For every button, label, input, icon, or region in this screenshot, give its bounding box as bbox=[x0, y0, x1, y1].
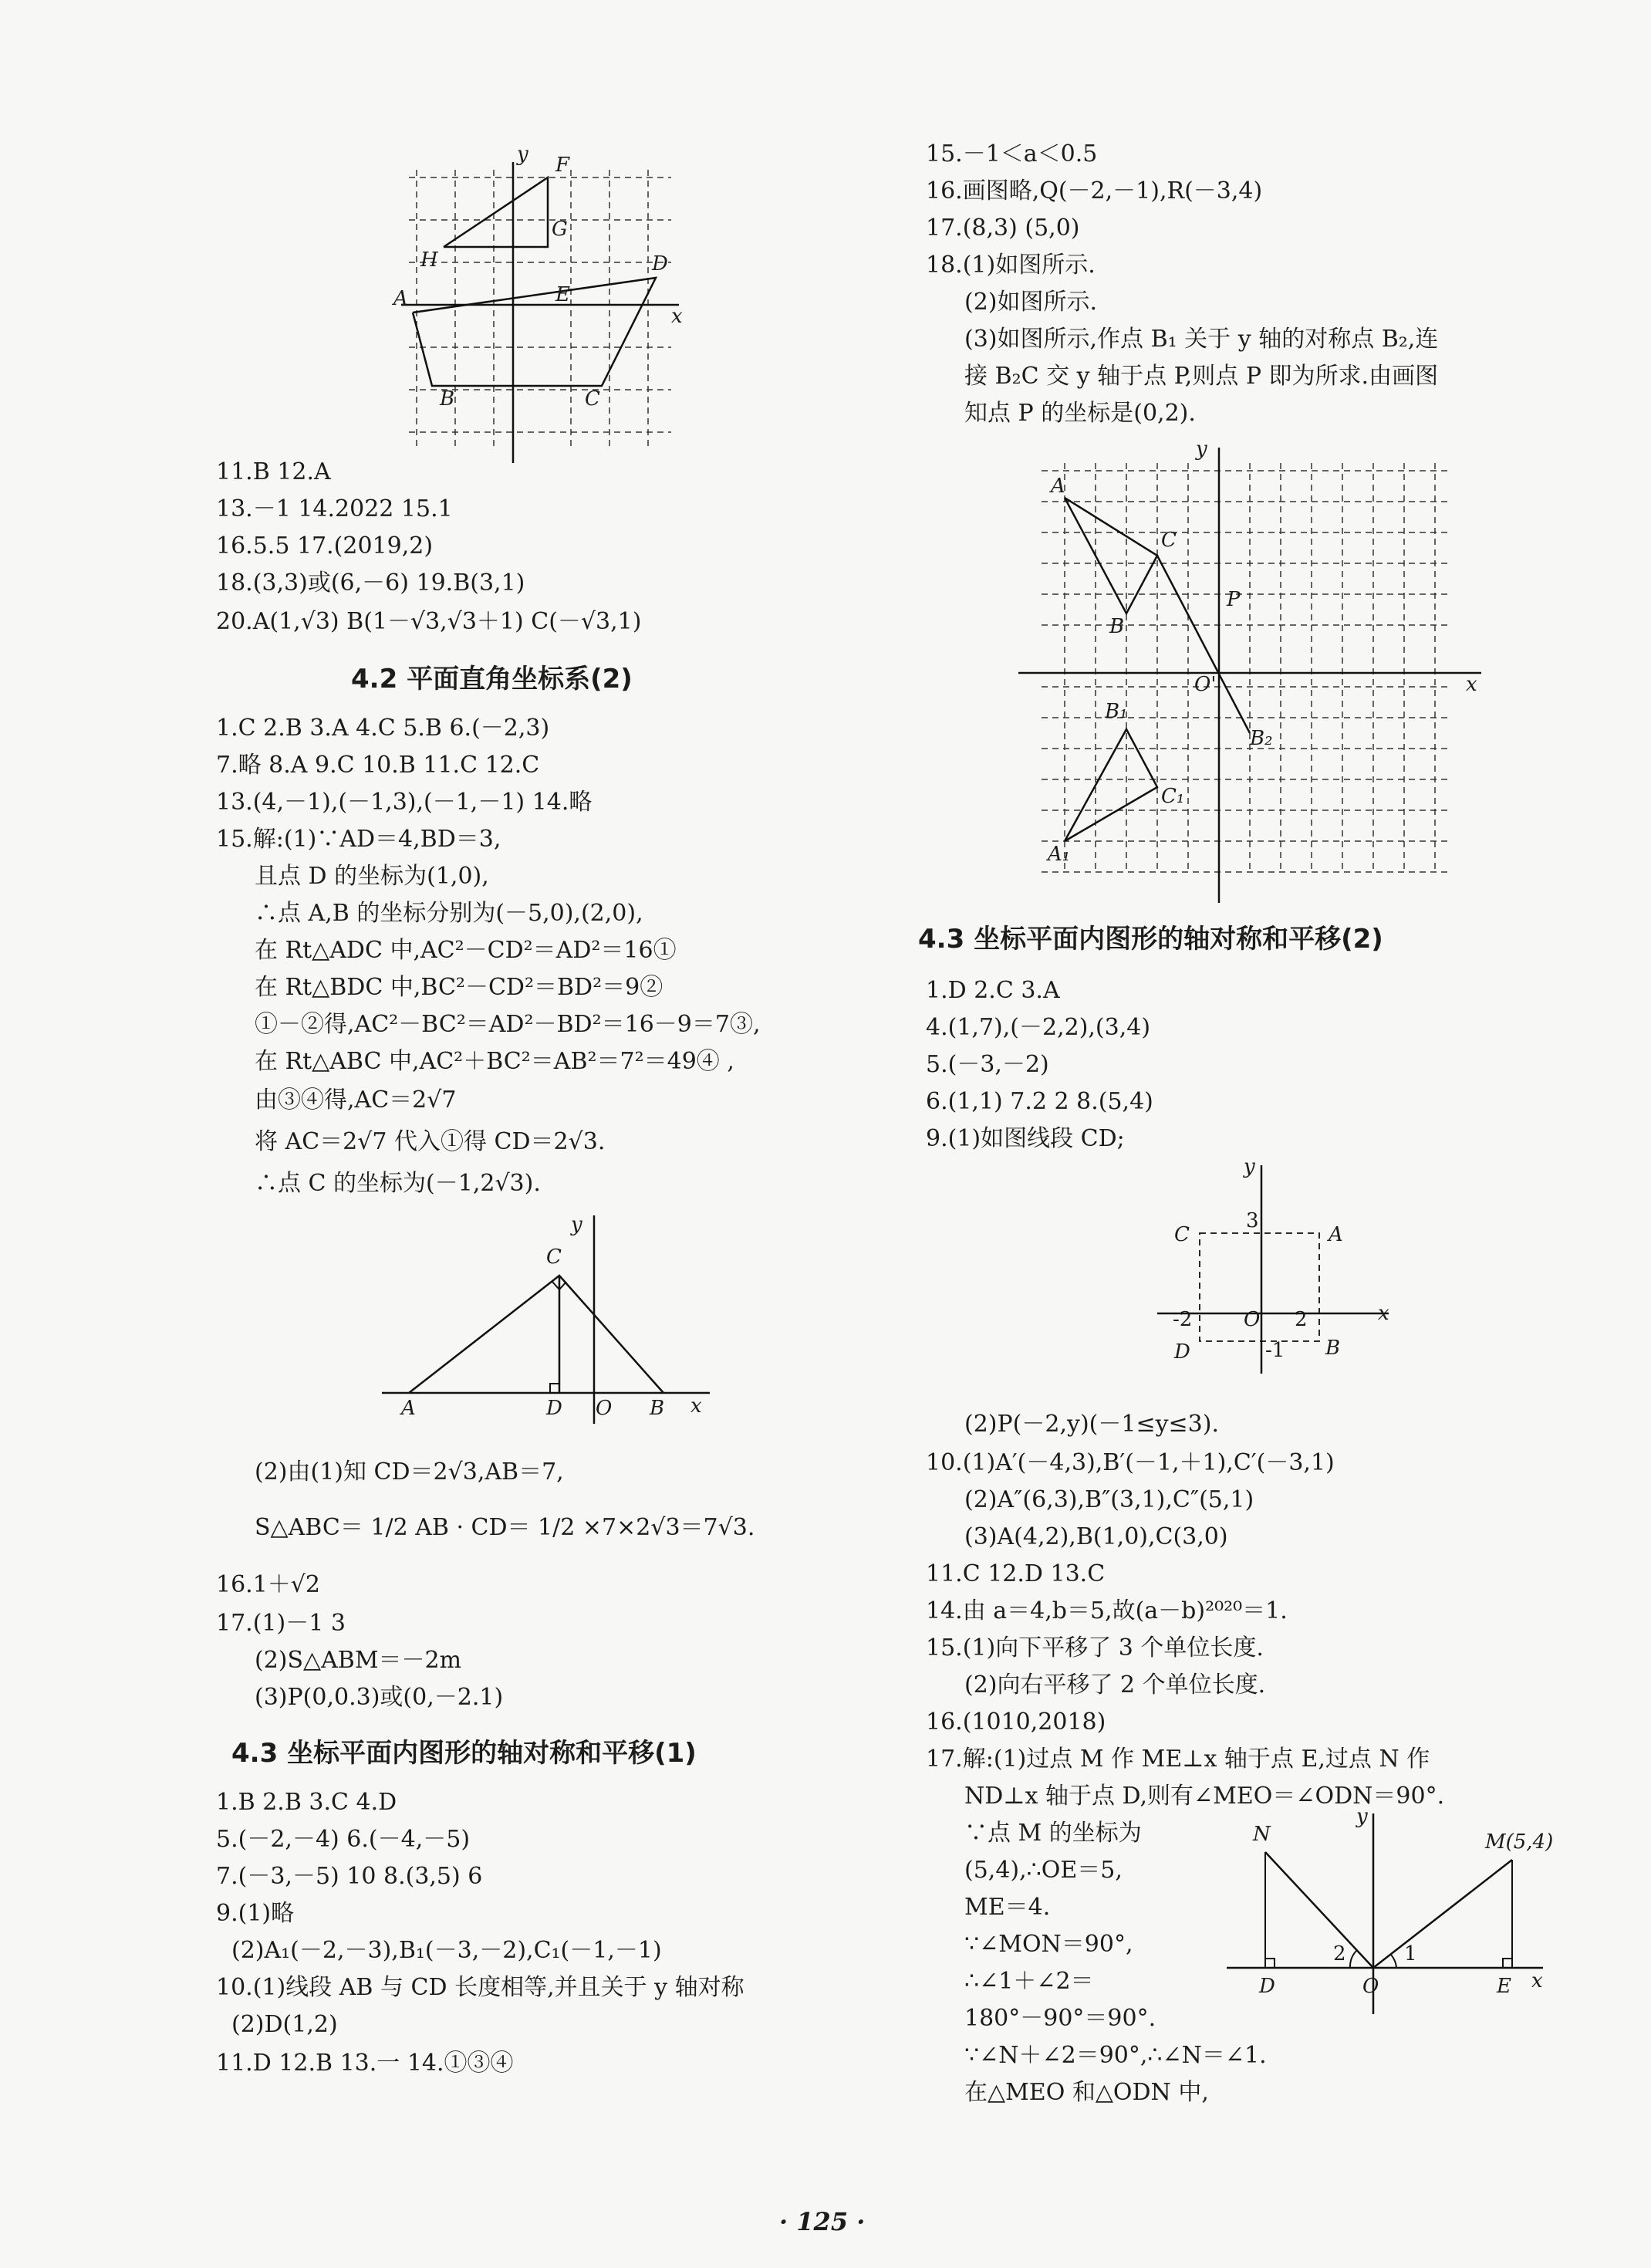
answer-line: (2)如图所示. bbox=[964, 289, 1098, 316]
svg-text:x: x bbox=[1466, 673, 1477, 696]
answer-line: 11.B 12.A bbox=[216, 458, 331, 485]
svg-text:x: x bbox=[1378, 1302, 1389, 1325]
answer-line: 在 Rt△BDC 中,BC²－CD²＝BD²＝9② bbox=[255, 974, 663, 1001]
section-heading: 4.2 平面直角坐标系(2) bbox=[351, 664, 633, 695]
svg-text:C: C bbox=[585, 387, 600, 411]
svg-text:M(5,4): M(5,4) bbox=[1485, 1830, 1554, 1854]
svg-text:B: B bbox=[1325, 1337, 1341, 1360]
svg-text:A: A bbox=[401, 1397, 416, 1420]
answer-line: 18.(1)如图所示. bbox=[926, 252, 1096, 279]
answer-line: 17.解:(1)过点 M 作 ME⊥x 轴于点 E,过点 N 作 bbox=[926, 1746, 1430, 1773]
answer-line: 16.画图略,Q(－2,－1),R(－3,4) bbox=[926, 177, 1263, 204]
answer-line: 9.(1)如图线段 CD; bbox=[926, 1125, 1125, 1152]
answer-line: 在 Rt△ADC 中,AC²－CD²＝AD²＝16① bbox=[255, 937, 677, 964]
answer-line: 4.(1,7),(－2,2),(3,4) bbox=[926, 1014, 1151, 1041]
svg-text:y: y bbox=[571, 1213, 582, 1236]
svg-text:F: F bbox=[555, 154, 570, 177]
answer-line: ∴点 A,B 的坐标分别为(－5,0),(2,0), bbox=[255, 900, 643, 927]
figure-right-triangle bbox=[378, 1208, 725, 1431]
svg-text:O: O bbox=[1362, 1975, 1379, 1998]
svg-text:3: 3 bbox=[1246, 1209, 1259, 1232]
svg-text:x: x bbox=[690, 1394, 702, 1418]
answer-line: 5.(－2,－4) 6.(－4,－5) bbox=[216, 1826, 471, 1853]
svg-text:A: A bbox=[393, 287, 408, 310]
svg-text:B: B bbox=[440, 387, 455, 411]
svg-text:A₁: A₁ bbox=[1048, 843, 1071, 866]
answer-line: (2)D(1,2) bbox=[231, 2011, 338, 2038]
answer-line: (5,4),∴OE＝5, bbox=[964, 1857, 1123, 1884]
svg-text:D: D bbox=[1259, 1975, 1275, 1998]
section-heading: 4.3 坐标平面内图形的轴对称和平移(2) bbox=[918, 924, 1383, 955]
answer-line: 9.(1)略 bbox=[216, 1900, 295, 1927]
answer-line: 知点 P 的坐标是(0,2). bbox=[964, 400, 1196, 427]
svg-text:y: y bbox=[1356, 1806, 1368, 1828]
answer-line: (2)S△ABM＝－2m bbox=[255, 1647, 462, 1674]
svg-text:-2: -2 bbox=[1173, 1308, 1193, 1331]
svg-text:C₁: C₁ bbox=[1161, 785, 1185, 808]
answer-line: 5.(－3,－2) bbox=[926, 1051, 1049, 1078]
answer-line: ∵点 M 的坐标为 bbox=[964, 1820, 1142, 1847]
answer-line: (2)A₁(－2,－3),B₁(－3,－2),C₁(－1,－1) bbox=[231, 1937, 662, 1964]
answer-line: 15.解:(1)∵AD＝4,BD＝3, bbox=[216, 826, 501, 853]
answer-line: 18.(3,3)或(6,－6) 19.B(3,1) bbox=[216, 570, 525, 597]
answer-line: (3)A(4,2),B(1,0),C(3,0) bbox=[964, 1523, 1228, 1550]
svg-text:H: H bbox=[420, 248, 438, 272]
svg-text:B₁: B₁ bbox=[1105, 700, 1128, 723]
svg-text:D: D bbox=[1174, 1340, 1190, 1364]
answer-line: 1.B 2.B 3.C 4.D bbox=[216, 1789, 397, 1816]
answer-line: 13.(4,－1),(－1,3),(－1,－1) 14.略 bbox=[216, 789, 593, 816]
svg-text:C: C bbox=[1161, 529, 1177, 552]
grid-lines bbox=[1042, 463, 1450, 872]
svg-text:O: O bbox=[1244, 1308, 1261, 1331]
answer-line: 7.略 8.A 9.C 10.B 11.C 12.C bbox=[216, 752, 540, 779]
answer-line: 在△MEO 和△ODN 中, bbox=[964, 2079, 1209, 2106]
svg-text:1: 1 bbox=[1404, 1942, 1417, 1965]
answer-line: 16.5.5 17.(2019,2) bbox=[216, 532, 434, 559]
svg-text:O: O bbox=[596, 1397, 613, 1420]
answer-line: 10.(1)A′(－4,3),B′(－1,＋1),C′(－3,1) bbox=[926, 1449, 1335, 1476]
answer-line: 13.－1 14.2022 15.1 bbox=[216, 495, 453, 522]
answer-line: 1.C 2.B 3.A 4.C 5.B 6.(－2,3) bbox=[216, 715, 550, 742]
svg-text:2: 2 bbox=[1333, 1942, 1346, 1965]
answer-line: (2)向右平移了 2 个单位长度. bbox=[964, 1671, 1266, 1698]
answer-line: 接 B₂C 交 y 轴于点 P,则点 P 即为所求.由画图 bbox=[964, 363, 1439, 390]
svg-text:y: y bbox=[517, 147, 528, 166]
answer-line: ∵∠N＋∠2＝90°,∴∠N＝∠1. bbox=[964, 2042, 1267, 2069]
svg-text:E: E bbox=[1497, 1975, 1511, 1998]
answer-line: 14.由 a＝4,b＝5,故(a－b)²⁰²⁰＝1. bbox=[926, 1597, 1288, 1624]
answer-line: ∴∠1＋∠2＝ bbox=[964, 1968, 1094, 1995]
svg-text:y: y bbox=[1196, 440, 1207, 461]
svg-text:A: A bbox=[1329, 1223, 1343, 1246]
answer-line: 17.(8,3) (5,0) bbox=[926, 215, 1080, 242]
answer-line: 17.(1)－1 3 bbox=[216, 1610, 346, 1637]
svg-text:C: C bbox=[1174, 1223, 1190, 1246]
page-number: · 125 · bbox=[779, 2207, 866, 2236]
answer-line: 180°－90°＝90°. bbox=[964, 2005, 1156, 2032]
answer-line: 10.(1)线段 AB 与 CD 长度相等,并且关于 y 轴对称 bbox=[216, 1974, 744, 2001]
answer-line: (2)A″(6,3),B″(3,1),C″(5,1) bbox=[964, 1486, 1254, 1513]
svg-text:D: D bbox=[652, 252, 668, 275]
answer-line: (3)如图所示,作点 B₁ 关于 y 轴的对称点 B₂,连 bbox=[964, 326, 1439, 353]
svg-text:P: P bbox=[1227, 588, 1241, 611]
answer-line: 且点 D 的坐标为(1,0), bbox=[255, 863, 489, 890]
svg-text:O': O' bbox=[1194, 673, 1217, 696]
svg-text:D: D bbox=[546, 1397, 562, 1420]
svg-text:G: G bbox=[552, 218, 568, 241]
answer-line: 由③④得,AC＝2√7 bbox=[255, 1087, 457, 1114]
answer-line: (3)P(0,0.3)或(0,－2.1) bbox=[255, 1684, 504, 1711]
svg-text:x: x bbox=[1531, 1969, 1543, 1993]
answer-line: 16.(1010,2018) bbox=[926, 1709, 1106, 1736]
answer-line: ①－②得,AC²－BC²＝AD²－BD²＝16－9＝7③, bbox=[255, 1011, 761, 1038]
answer-line: 11.C 12.D 13.C bbox=[926, 1560, 1106, 1587]
answer-line: 15.－1＜a＜0.5 bbox=[926, 140, 1098, 167]
svg-text:E: E bbox=[555, 283, 570, 306]
figure-rectangle-cd bbox=[1157, 1158, 1420, 1374]
answer-line: 16.1＋√2 bbox=[216, 1571, 320, 1598]
svg-text:B: B bbox=[1109, 615, 1125, 638]
svg-text:C: C bbox=[546, 1246, 562, 1269]
svg-text:x: x bbox=[671, 305, 683, 328]
svg-text:A: A bbox=[1051, 475, 1065, 498]
answer-line: 1.D 2.C 3.A bbox=[926, 977, 1060, 1004]
svg-text:-1: -1 bbox=[1265, 1339, 1285, 1362]
answer-line: 7.(－3,－5) 10 8.(3,5) 6 bbox=[216, 1863, 483, 1890]
answer-line: ∴点 C 的坐标为(－1,2√3). bbox=[255, 1170, 541, 1197]
answer-line: (2)P(－2,y)(－1≤y≤3). bbox=[964, 1411, 1219, 1438]
answer-line: 15.(1)向下平移了 3 个单位长度. bbox=[926, 1634, 1264, 1661]
answer-line: ∵∠MON＝90°, bbox=[964, 1931, 1133, 1958]
svg-text:2: 2 bbox=[1295, 1308, 1308, 1331]
answer-line: ME＝4. bbox=[964, 1894, 1051, 1921]
svg-text:y: y bbox=[1244, 1158, 1255, 1178]
answer-line: 将 AC＝2√7 代入①得 CD＝2√3. bbox=[255, 1128, 606, 1155]
answer-line: ND⊥x 轴于点 D,则有∠MEO＝∠ODN＝90°. bbox=[964, 1783, 1445, 1810]
answer-line: 6.(1,1) 7.2 2 8.(5,4) bbox=[926, 1088, 1153, 1115]
answer-line: 20.A(1,√3) B(1－√3,√3＋1) C(－√3,1) bbox=[216, 608, 642, 635]
section-heading: 4.3 坐标平面内图形的轴对称和平移(1) bbox=[231, 1738, 697, 1769]
answer-line: S△ABC＝ 1/2 AB · CD＝ 1/2 ×7×2√3＝7√3. bbox=[255, 1514, 755, 1541]
figure-coordinate-grid-1 bbox=[378, 147, 702, 463]
svg-text:N: N bbox=[1253, 1823, 1271, 1846]
figure-coordinate-grid-2 bbox=[1018, 440, 1497, 903]
answer-line: (2)由(1)知 CD＝2√3,AB＝7, bbox=[255, 1458, 564, 1486]
figure-angle-mon bbox=[1219, 1806, 1558, 2014]
answer-line: 11.D 12.B 13.一 14.①③④ bbox=[216, 2050, 514, 2077]
svg-text:B₂: B₂ bbox=[1250, 727, 1273, 750]
answer-line: 在 Rt△ABC 中,AC²＋BC²＝AB²＝7²＝49④ , bbox=[255, 1048, 734, 1075]
svg-text:B: B bbox=[650, 1397, 665, 1420]
